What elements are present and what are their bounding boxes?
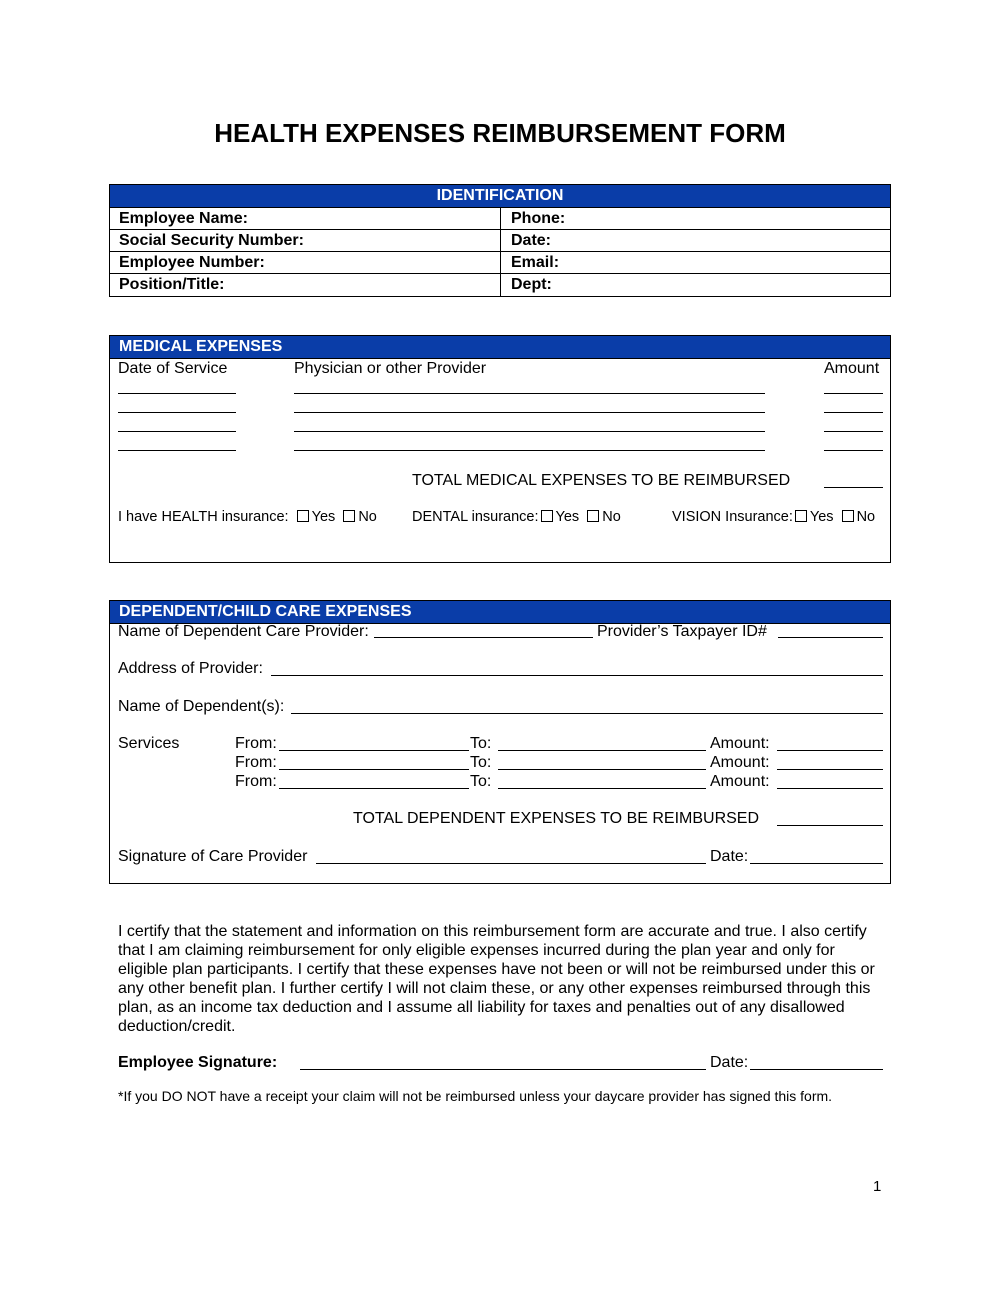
id-row [110,251,890,274]
medical-total-line[interactable] [824,487,883,488]
provider-line[interactable] [294,412,765,413]
date-line[interactable] [118,393,236,394]
services-label: Services [118,735,180,752]
vision-no-checkbox[interactable] [842,510,854,522]
from-label: From: [235,754,277,771]
to-label: To: [470,735,492,752]
provider-address-line[interactable] [271,675,883,676]
service-amount-line[interactable] [777,750,883,751]
from-line[interactable] [279,750,469,751]
to-label: To: [470,773,492,790]
dependent-care-section [109,600,891,884]
amount-line[interactable] [824,412,883,413]
employee-signature-date-line[interactable] [750,1069,883,1070]
vision-yes-label: Yes [809,509,834,525]
care-provider-name-label: Name of Dependent Care Provider: [118,623,369,640]
date-line[interactable] [118,431,236,432]
taxpayer-id-line[interactable] [778,637,883,638]
employee-number-label: Employee Number: [119,254,265,271]
amount-header: Amount [824,360,880,377]
id-row [110,229,890,252]
care-provider-name-line[interactable] [374,637,593,638]
service-amount-line[interactable] [777,788,883,789]
care-provider-date-label: Date: [710,848,749,865]
dependent-names-label: Name of Dependent(s): [118,698,285,715]
amount-line[interactable] [824,393,883,394]
employee-signature-line[interactable] [300,1069,706,1070]
care-provider-signature-line[interactable] [316,863,706,864]
taxpayer-id-label: Provider’s Taxpayer ID# [597,623,767,640]
date-line[interactable] [118,412,236,413]
page-number: 1 [873,1178,882,1195]
vision-yes-checkbox[interactable] [795,510,807,522]
certification-statement: I certify that the statement and information on this reimbursement form are accurate and true. I also certify that I am claiming reimbursement for only eligible expenses incurred during the plan year and only for eligible plan participants. I certify that these expenses have not been or will not be reimbursed under this or any other benefit plan. I further certify I will not claim these, or any other expenses reimbursed through this plan, as an income tax deduction and I assume all liability for taxes and penalties out of any disallowed deduction/credit. [118,923,875,1035]
health-yes-label: Yes [311,509,336,525]
dental-insurance-question [412,508,621,527]
id-row [110,207,890,230]
provider-header: Physician or other Provider [294,360,487,377]
health-yes-checkbox[interactable] [297,510,309,522]
dependent-total-label: TOTAL DEPENDENT EXPENSES TO BE REIMBURSED [353,810,760,827]
dental-yes-checkbox[interactable] [541,510,553,522]
ssn-label: Social Security Number: [119,232,304,249]
dental-no-checkbox[interactable] [587,510,599,522]
form-title: HEALTH EXPENSES REIMBURSEMENT FORM [214,118,786,148]
phone-label: Phone: [511,210,566,227]
amount-line[interactable] [824,450,883,451]
medical-expenses-header: MEDICAL EXPENSES [110,336,890,359]
employee-signature-date-label: Date: [710,1054,749,1071]
employee-name-label: Employee Name: [119,210,248,227]
to-line[interactable] [498,750,706,751]
health-insurance-question [118,508,377,527]
vision-no-label: No [856,509,876,525]
from-label: From: [235,735,277,752]
dependent-care-header: DEPENDENT/CHILD CARE EXPENSES [110,601,890,624]
provider-address-label: Address of Provider: [118,660,263,677]
to-line[interactable] [498,788,706,789]
date-of-service-header: Date of Service [118,360,228,377]
receipt-footnote: *If you DO NOT have a receipt your claim will not be reimbursed unless your daycare provider has signed this form. [118,1088,833,1104]
date-line[interactable] [118,450,236,451]
vision-insurance-label: VISION Insurance: [672,509,793,525]
dental-no-label: No [602,509,621,525]
dependent-names-line[interactable] [291,713,883,714]
from-line[interactable] [279,769,469,770]
email-label: Email: [511,254,560,271]
provider-line[interactable] [294,431,765,432]
health-insurance-label: I have HEALTH insurance: [118,509,289,525]
medical-total-label: TOTAL MEDICAL EXPENSES TO BE REIMBURSED [412,472,791,489]
dependent-total-line[interactable] [777,825,883,826]
care-provider-signature-label: Signature of Care Provider [118,848,308,865]
service-amount-label: Amount: [710,754,770,771]
date-label: Date: [511,232,552,249]
provider-line[interactable] [294,450,765,451]
identification-section [109,184,891,297]
dental-yes-label: Yes [555,509,580,525]
position-title-label: Position/Title: [119,276,225,293]
dental-insurance-label: DENTAL insurance: [412,509,539,525]
dept-label: Dept: [511,276,552,293]
employee-signature-label: Employee Signature: [118,1054,278,1071]
service-amount-label: Amount: [710,773,770,790]
from-line[interactable] [279,788,469,789]
health-no-checkbox[interactable] [343,510,355,522]
health-no-label: No [358,509,377,525]
vision-insurance-question [672,508,875,527]
provider-line[interactable] [294,393,765,394]
to-line[interactable] [498,769,706,770]
id-row [110,273,890,296]
service-amount-label: Amount: [710,735,770,752]
identification-header: IDENTIFICATION [110,185,890,208]
from-label: From: [235,773,277,790]
service-amount-line[interactable] [777,769,883,770]
care-provider-date-line[interactable] [750,863,883,864]
to-label: To: [470,754,492,771]
amount-line[interactable] [824,431,883,432]
